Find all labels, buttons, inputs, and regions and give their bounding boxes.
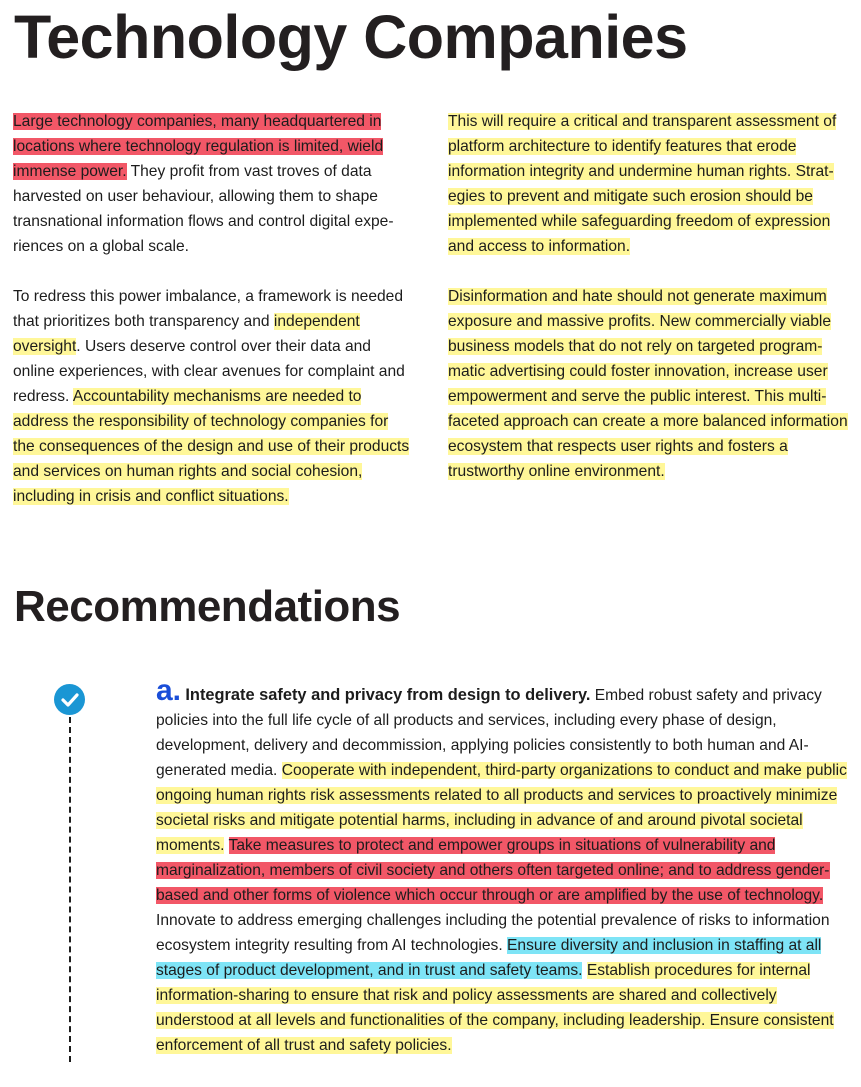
highlight-yellow: independent oversight bbox=[13, 313, 360, 355]
highlight-red: Large technology companies, many headquartered in locations where technology regulation is limited, wield immense power. bbox=[13, 113, 384, 180]
plain-text: To redress this power imbalance, a framework is needed that prioritizes both transparency and bbox=[13, 288, 404, 330]
plain-text bbox=[224, 837, 228, 854]
plain-text: . Users deserve control over their data and online experiences, with clear avenues for complaint and redress. bbox=[13, 338, 405, 405]
highlight-red: Take measures to protect and empower groups in situations of vulnerability and marginalization, members of civil society and others often targeted online; and to address gender-based and other forms of violence which occur through or are amplified by the use of technology. bbox=[156, 837, 830, 904]
recommendation-a bbox=[156, 674, 851, 1058]
timeline-dashed-line bbox=[69, 717, 71, 1062]
plain-text: They profit from vast troves of data harvested on user behaviour, allowing them to shape transnational information flows and control digital experiences on a global scale. bbox=[13, 163, 394, 255]
left-column bbox=[13, 109, 413, 534]
highlight-yellow: Accountability mechanisms are needed to address the responsibility of technology companies for the consequences of the design and use of their products and services on human rights and social cohesion, including in crisis and conflict situations. bbox=[13, 388, 410, 505]
plain-text: Innovate to address emerging challenges including the potential prevalence of risks to information ecosystem integrity resulting from AI technologies. bbox=[156, 912, 830, 954]
section-title: Recommendations bbox=[14, 582, 401, 631]
recommendation-letter: a. bbox=[156, 674, 182, 707]
highlight-cyan: Ensure diversity and inclusion in staffing at all stages of product development, and in trust and safety teams. bbox=[156, 937, 822, 979]
page-title: Technology Companies bbox=[14, 3, 688, 71]
highlight-yellow: Cooperate with independent, third-party organizations to conduct and make public ongoing human rights risk assessments related to all products and services to proactively minimize societal risks and mitigate potential harms, including in advance of and around pivotal societal moments. bbox=[156, 762, 847, 854]
recommendation-title: Integrate safety and privacy from design to delivery. bbox=[185, 686, 591, 704]
highlight-yellow: This will require a critical and transparent assessment of platform architecture to identify features that erode information integrity and undermine human rights. Strategies to prevent and mitigate such erosion should be implemented while safeguarding freedom of expression and access to information. bbox=[448, 113, 837, 255]
highlight-yellow: Establish procedures for internal information-sharing to ensure that risk and policy assessments are shared and collectively understood at all levels and functionalities of the company, including leadership. Ensure consistent enforcement of all trust and safety policies. bbox=[156, 962, 834, 1054]
left-paragraph-1 bbox=[13, 109, 413, 259]
highlight-yellow: Disinformation and hate should not generate maximum exposure and massive profits. New commercially viable business models that do not rely on targeted programmatic advertising could foster innovation, increase user empowerment and serve the public interest. This multifaceted approach can create a more balanced information ecosystem that respects user rights and fosters a trustworthy online environment. bbox=[448, 288, 848, 480]
right-column bbox=[448, 109, 853, 509]
left-paragraph-2 bbox=[13, 284, 413, 509]
plain-text: Embed robust safety and privacy policies into the full life cycle of all products and services, including every phase of design, development, delivery and decommission, applying policies consistently to both human and AI-generated media. bbox=[156, 687, 822, 779]
right-paragraph-2 bbox=[448, 284, 853, 484]
check-circle-icon bbox=[54, 684, 85, 715]
right-paragraph-1 bbox=[448, 109, 853, 259]
